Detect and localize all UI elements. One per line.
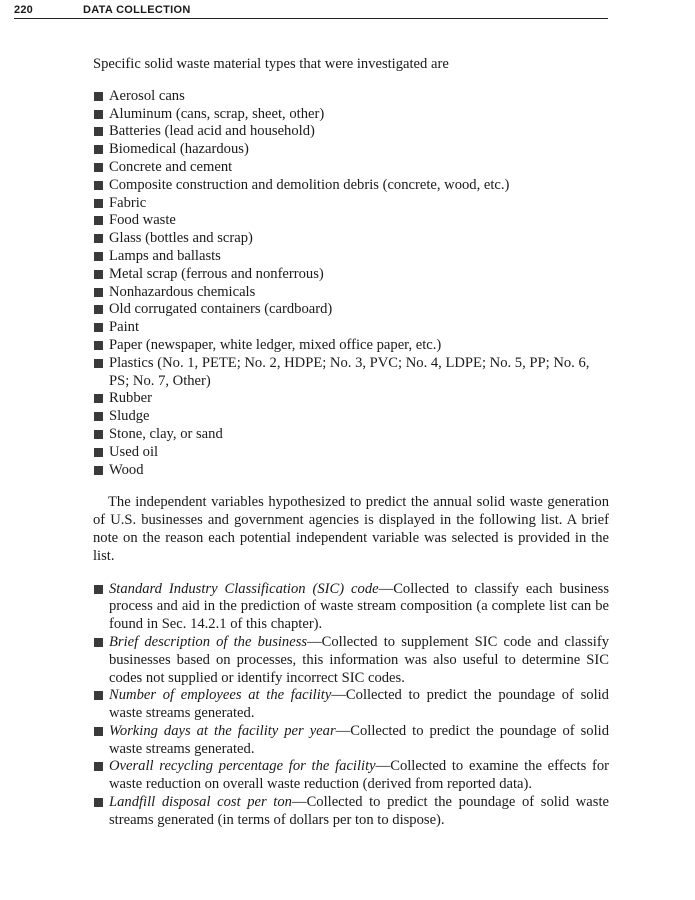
list-item	[93, 758, 609, 794]
list-item: Wood	[93, 462, 609, 480]
page-number: 220	[14, 4, 33, 16]
list-item: Old corrugated containers (cardboard)	[93, 301, 609, 319]
bullet-square-icon	[94, 181, 103, 190]
list-item	[93, 581, 609, 634]
bullet-square-icon	[94, 638, 103, 647]
bullet-square-icon	[94, 252, 103, 261]
variable-term: Overall recycling percentage for the facility	[109, 758, 376, 775]
variable-description: —Collected to classify each business process and aid in the prediction of waste stream composition (a complete list can be found in Sec. 14.2.1 of this chapter).	[109, 580, 609, 633]
bullet-square-icon	[94, 341, 103, 350]
variable-description: —Collected to predict the poundage of solid waste streams generated (in terms of dollars per ton to dispose).	[109, 794, 609, 828]
page-body	[93, 56, 609, 830]
bullet-square-icon	[94, 466, 103, 475]
list-item: Sludge	[93, 408, 609, 426]
bullet-square-icon	[94, 691, 103, 700]
list-item: Rubber	[93, 390, 609, 408]
bullet-square-icon	[94, 163, 103, 172]
variable-term: Brief description of the business	[109, 633, 308, 650]
list-item	[93, 687, 609, 723]
bullet-square-icon	[94, 430, 103, 439]
bullet-square-icon	[94, 288, 103, 297]
list-item: Aluminum (cans, scrap, sheet, other)	[93, 106, 609, 124]
list-item: Food waste	[93, 212, 609, 230]
variable-term: Standard Industry Classification (SIC) code	[109, 580, 379, 597]
intro-text: Specific solid waste material types that were investigated are	[93, 56, 449, 72]
list-item: Nonhazardous chemicals	[93, 284, 609, 302]
variable-term: Working days at the facility per year	[109, 722, 336, 739]
variable-description: —Collected to supplement SIC code and classify businesses based on processes, this information was also useful to determine SIC codes not supplied or identify incorrect SIC codes.	[109, 633, 609, 686]
list-item: Concrete and cement	[93, 159, 609, 177]
bullet-square-icon	[94, 323, 103, 332]
variables-list	[93, 581, 609, 830]
list-item: Batteries (lead acid and household)	[93, 123, 609, 141]
bullet-square-icon	[94, 234, 103, 243]
list-item	[93, 634, 609, 687]
bullet-square-icon	[94, 448, 103, 457]
bullet-square-icon	[94, 394, 103, 403]
bullet-square-icon	[94, 145, 103, 154]
variable-description: —Collected to predict the poundage of solid waste streams generated.	[109, 687, 609, 722]
list-item: Lamps and ballasts	[93, 248, 609, 266]
list-item: Composite construction and demolition debris (concrete, wood, etc.)	[93, 177, 609, 195]
bullet-square-icon	[94, 110, 103, 119]
list-item: Used oil	[93, 444, 609, 462]
page-header	[14, 4, 608, 19]
list-item	[93, 723, 609, 759]
variable-description: —Collected to examine the effects for waste reduction on overall waste reduction (derived from reported data).	[109, 758, 610, 793]
bullet-square-icon	[94, 359, 103, 368]
bullet-square-icon	[94, 199, 103, 208]
bullet-square-icon	[94, 412, 103, 421]
list-item: Glass (bottles and scrap)	[93, 230, 609, 248]
variable-term: Landfill disposal cost per ton	[109, 794, 292, 811]
materials-list	[93, 88, 609, 480]
body-paragraph: The independent variables hypothesized to predict the annual solid waste generation of U.S. businesses and government agencies is displayed in the following list. A brief note on the reason each potential independent variable was selected is provided in the list.	[93, 494, 609, 564]
list-item: Paint	[93, 319, 609, 337]
bullet-square-icon	[94, 127, 103, 136]
variable-description: —Collected to predict the poundage of solid waste streams generated.	[109, 722, 609, 757]
list-item: Stone, clay, or sand	[93, 426, 609, 444]
bullet-square-icon	[94, 762, 103, 771]
variable-term: Number of employees at the facility	[109, 687, 332, 704]
bullet-square-icon	[94, 216, 103, 225]
bullet-square-icon	[94, 92, 103, 101]
list-item	[93, 794, 609, 830]
list-item: Metal scrap (ferrous and nonferrous)	[93, 266, 609, 284]
running-head: DATA COLLECTION	[83, 4, 191, 16]
bullet-square-icon	[94, 727, 103, 736]
list-item: Biomedical (hazardous)	[93, 141, 609, 159]
list-item: Paper (newspaper, white ledger, mixed office paper, etc.)	[93, 337, 609, 355]
list-item: Plastics (No. 1, PETE; No. 2, HDPE; No. 3, PVC; No. 4, LDPE; No. 5, PP; No. 6, PS; No. 7, Other)	[93, 355, 609, 391]
bullet-square-icon	[94, 305, 103, 314]
bullet-square-icon	[94, 798, 103, 807]
bullet-square-icon	[94, 585, 103, 594]
bullet-square-icon	[94, 270, 103, 279]
list-item: Fabric	[93, 195, 609, 213]
list-item: Aerosol cans	[93, 88, 609, 106]
